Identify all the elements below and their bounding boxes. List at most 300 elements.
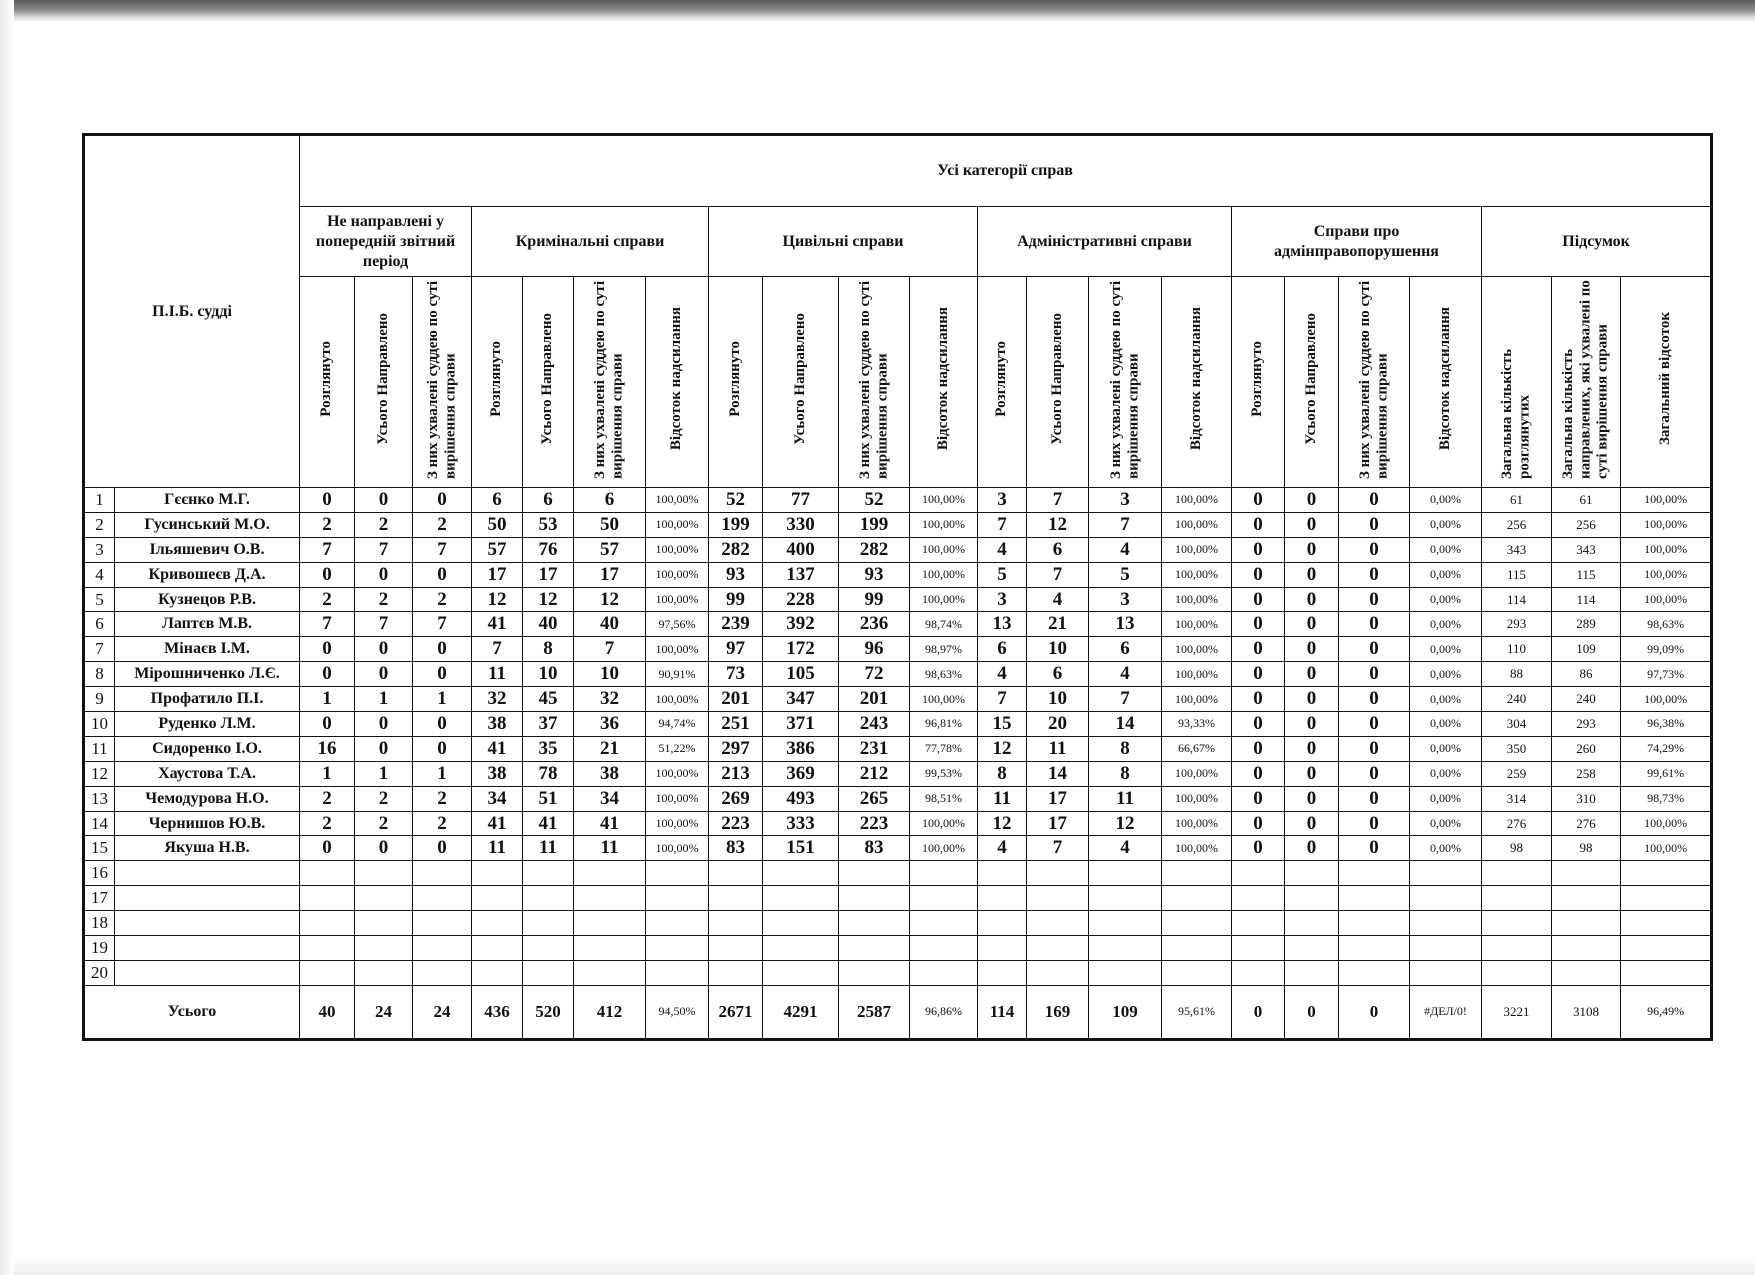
- table-cell: 0: [1285, 836, 1339, 861]
- table-cell: [1339, 911, 1410, 936]
- row-number: 3: [84, 537, 115, 562]
- table-cell: 100,00%: [646, 562, 709, 587]
- all-categories-header: Усі категорії справ: [300, 135, 1712, 207]
- table-cell: [1621, 861, 1712, 886]
- table-cell: [1232, 861, 1285, 886]
- table-cell: 77,78%: [910, 736, 978, 761]
- table-cell: 310: [1552, 786, 1621, 811]
- judge-name: Мінаєв І.М.: [115, 637, 300, 662]
- table-row: [84, 836, 1712, 861]
- table-cell: 236: [839, 612, 910, 637]
- table-cell: 0: [1285, 637, 1339, 662]
- table-cell: 41: [574, 811, 646, 836]
- table-cell: 100,00%: [1162, 761, 1232, 786]
- table-cell: 6: [978, 637, 1027, 662]
- table-row: [84, 786, 1712, 811]
- table-cell: 100,00%: [1162, 537, 1232, 562]
- table-cell: 0: [413, 712, 472, 737]
- table-cell: 12: [978, 736, 1027, 761]
- table-cell: 12: [978, 811, 1027, 836]
- table-cell: [300, 911, 355, 936]
- table-cell: [1232, 911, 1285, 936]
- table-cell: 51,22%: [646, 736, 709, 761]
- column-header-label: З них ухвалені суддею по суті вирішення справи: [856, 280, 891, 479]
- table-cell: 11: [978, 786, 1027, 811]
- table-cell: 45: [523, 687, 574, 712]
- table-cell: 94,74%: [646, 712, 709, 737]
- table-cell: [1482, 886, 1552, 911]
- table-cell: 4: [1089, 537, 1162, 562]
- table-cell: 78: [523, 761, 574, 786]
- table-cell: [709, 936, 763, 961]
- total-cell: 0: [1232, 985, 1285, 1039]
- table-cell: 2: [300, 587, 355, 612]
- table-cell: 7: [355, 612, 413, 637]
- table-cell: [763, 861, 839, 886]
- table-cell: 35: [523, 736, 574, 761]
- table-cell: 259: [1482, 761, 1552, 786]
- table-cell: 0: [300, 662, 355, 687]
- table-cell: [910, 886, 978, 911]
- column-header-label: Відсоток надсилання: [934, 307, 951, 451]
- table-cell: 239: [709, 612, 763, 637]
- table-cell: 231: [839, 736, 910, 761]
- table-cell: 0: [355, 736, 413, 761]
- table-cell: 0: [1232, 662, 1285, 687]
- table-cell: [978, 960, 1027, 985]
- table-cell: 8: [978, 761, 1027, 786]
- table-cell: [1410, 911, 1482, 936]
- table-cell: [523, 886, 574, 911]
- table-cell: 100,00%: [1162, 836, 1232, 861]
- table-cell: 0: [1232, 811, 1285, 836]
- table-cell: 369: [763, 761, 839, 786]
- table-cell: 100,00%: [1162, 687, 1232, 712]
- table-cell: 4: [1089, 662, 1162, 687]
- table-cell: 0: [1232, 488, 1285, 513]
- table-cell: [1162, 960, 1232, 985]
- table-cell: 7: [300, 537, 355, 562]
- table-cell: 41: [472, 811, 523, 836]
- table-row: [84, 712, 1712, 737]
- table-cell: [1089, 911, 1162, 936]
- table-cell: 7: [472, 637, 523, 662]
- table-cell: 0,00%: [1410, 587, 1482, 612]
- total-label: Усього: [84, 985, 300, 1039]
- table-cell: 100,00%: [1162, 488, 1232, 513]
- table-cell: [472, 911, 523, 936]
- table-cell: 0,00%: [1410, 637, 1482, 662]
- table-cell: 100,00%: [910, 512, 978, 537]
- total-cell: 520: [523, 985, 574, 1039]
- total-cell: 95,61%: [1162, 985, 1232, 1039]
- column-header-label: Розглянуто: [488, 341, 505, 417]
- table-cell: [355, 936, 413, 961]
- table-cell: 16: [300, 736, 355, 761]
- table-cell: 53: [523, 512, 574, 537]
- table-cell: [1621, 886, 1712, 911]
- table-cell: 228: [763, 587, 839, 612]
- table-cell: 2: [300, 512, 355, 537]
- table-row: [84, 662, 1712, 687]
- table-cell: 40: [523, 612, 574, 637]
- table-cell: [300, 936, 355, 961]
- table-cell: [413, 936, 472, 961]
- table-cell: 100,00%: [646, 836, 709, 861]
- table-cell: 17: [1027, 811, 1089, 836]
- judge-name: Лаптєв М.В.: [115, 612, 300, 637]
- table-cell: 10: [574, 662, 646, 687]
- table-cell: [910, 861, 978, 886]
- table-cell: [910, 960, 978, 985]
- column-header-label: Загальна кількість розглянутих: [1499, 348, 1533, 479]
- table-cell: 100,00%: [646, 761, 709, 786]
- table-cell: 0: [1285, 712, 1339, 737]
- table-cell: 83: [709, 836, 763, 861]
- column-header: [709, 277, 763, 488]
- table-cell: 333: [763, 811, 839, 836]
- group-criminal-header: Кримінальні справи: [472, 207, 709, 277]
- table-cell: 100,00%: [646, 537, 709, 562]
- table-cell: [1410, 960, 1482, 985]
- column-header-label: З них ухвалені суддею по суті вирішення справи: [1356, 280, 1391, 479]
- row-number: 15: [84, 836, 115, 861]
- judge-name: Мірошниченко Л.Є.: [115, 662, 300, 687]
- table-cell: 17: [523, 562, 574, 587]
- table-cell: 97: [709, 637, 763, 662]
- table-cell: 12: [523, 587, 574, 612]
- table-cell: 0: [1232, 562, 1285, 587]
- table-cell: [709, 861, 763, 886]
- table-cell: 7: [355, 537, 413, 562]
- table-cell: 0: [1339, 662, 1410, 687]
- column-header: [1232, 277, 1285, 488]
- table-cell: 347: [763, 687, 839, 712]
- table-cell: 97,56%: [646, 612, 709, 637]
- table-cell: 223: [709, 811, 763, 836]
- table-cell: [1482, 960, 1552, 985]
- table-cell: 260: [1552, 736, 1621, 761]
- table-cell: [978, 861, 1027, 886]
- column-header: [839, 277, 910, 488]
- table-cell: 100,00%: [1621, 687, 1712, 712]
- table-cell: 0,00%: [1410, 836, 1482, 861]
- table-cell: 100,00%: [1162, 637, 1232, 662]
- table-cell: 14: [1089, 712, 1162, 737]
- table-cell: [355, 960, 413, 985]
- table-cell: [1285, 886, 1339, 911]
- row-number: 13: [84, 786, 115, 811]
- column-header-label: Усього Направлено: [539, 313, 556, 445]
- table-cell: 100,00%: [910, 562, 978, 587]
- table-cell: 100,00%: [1162, 786, 1232, 811]
- table-cell: [646, 861, 709, 886]
- table-cell: 0,00%: [1410, 786, 1482, 811]
- table-cell: 7: [978, 512, 1027, 537]
- table-cell: [1552, 960, 1621, 985]
- table-cell: [839, 861, 910, 886]
- table-cell: [1232, 960, 1285, 985]
- table-cell: 100,00%: [1162, 512, 1232, 537]
- table-cell: 99: [709, 587, 763, 612]
- row-number: 8: [84, 662, 115, 687]
- column-header-label: Усього Направлено: [791, 313, 808, 445]
- table-cell: 265: [839, 786, 910, 811]
- table-cell: 0: [1339, 488, 1410, 513]
- column-header-label: Відсоток надсилання: [1436, 307, 1453, 451]
- table-cell: 98: [1482, 836, 1552, 861]
- table-cell: [472, 886, 523, 911]
- column-header: [646, 277, 709, 488]
- table-cell: 4: [978, 537, 1027, 562]
- total-cell: 0: [1339, 985, 1410, 1039]
- table-cell: 88: [1482, 662, 1552, 687]
- table-cell: [574, 861, 646, 886]
- table-cell: 0: [1285, 662, 1339, 687]
- table-cell: 98,51%: [910, 786, 978, 811]
- table-cell: 11: [472, 662, 523, 687]
- table-cell: [1027, 886, 1089, 911]
- table-cell: 110: [1482, 637, 1552, 662]
- column-header-label: Усього Направлено: [1302, 313, 1319, 445]
- table-cell: [413, 911, 472, 936]
- column-header: [523, 277, 574, 488]
- table-cell: 4: [978, 836, 1027, 861]
- total-cell: 4291: [763, 985, 839, 1039]
- judge-name: Гєєнко М.Г.: [115, 488, 300, 513]
- row-number: 14: [84, 811, 115, 836]
- scan-paper-edge: [14, 1258, 1755, 1275]
- table-cell: 371: [763, 712, 839, 737]
- table-cell: 0: [1232, 687, 1285, 712]
- table-cell: [413, 960, 472, 985]
- table-cell: 0: [1285, 811, 1339, 836]
- table-cell: 17: [1027, 786, 1089, 811]
- judge-name: [115, 886, 300, 911]
- table-cell: [355, 861, 413, 886]
- table-cell: [1285, 960, 1339, 985]
- table-cell: 3: [1089, 587, 1162, 612]
- table-cell: [1339, 861, 1410, 886]
- table-cell: [1552, 861, 1621, 886]
- column-header: [300, 277, 355, 488]
- table-cell: [300, 886, 355, 911]
- table-cell: 0,00%: [1410, 662, 1482, 687]
- table-row: [84, 537, 1712, 562]
- table-cell: 17: [472, 562, 523, 587]
- table-cell: 7: [1027, 836, 1089, 861]
- table-cell: 0: [1339, 587, 1410, 612]
- table-cell: 1: [413, 761, 472, 786]
- table-cell: 12: [472, 587, 523, 612]
- table-cell: 100,00%: [1162, 562, 1232, 587]
- row-number: 10: [84, 712, 115, 737]
- table-cell: 6: [1089, 637, 1162, 662]
- table-cell: 100,00%: [1621, 537, 1712, 562]
- column-header: [1410, 277, 1482, 488]
- table-cell: 0: [1339, 712, 1410, 737]
- table-cell: 99,53%: [910, 761, 978, 786]
- table-cell: 330: [763, 512, 839, 537]
- column-header-label: З них ухвалені суддею по суті вирішення справи: [424, 280, 459, 479]
- table-cell: 0: [1339, 687, 1410, 712]
- table-cell: [839, 886, 910, 911]
- table-cell: 7: [413, 537, 472, 562]
- table-cell: 100,00%: [646, 687, 709, 712]
- table-cell: 34: [574, 786, 646, 811]
- table-cell: 40: [574, 612, 646, 637]
- table-cell: 5: [978, 562, 1027, 587]
- table-cell: 0: [1339, 836, 1410, 861]
- table-cell: 2: [413, 587, 472, 612]
- table-cell: 0: [300, 637, 355, 662]
- table-cell: 2: [413, 512, 472, 537]
- table-cell: 0: [355, 712, 413, 737]
- table-cell: 0,00%: [1410, 488, 1482, 513]
- table-cell: 52: [839, 488, 910, 513]
- judge-name: Ільяшевич О.В.: [115, 537, 300, 562]
- table-cell: 269: [709, 786, 763, 811]
- table-cell: [1410, 861, 1482, 886]
- table-cell: 0: [413, 662, 472, 687]
- table-cell: 7: [300, 612, 355, 637]
- table-cell: 282: [709, 537, 763, 562]
- table-cell: 4: [1089, 836, 1162, 861]
- table-cell: [1162, 936, 1232, 961]
- table-cell: 0: [1339, 562, 1410, 587]
- table-cell: 100,00%: [1162, 811, 1232, 836]
- table-cell: 100,00%: [1621, 836, 1712, 861]
- table-cell: 7: [978, 687, 1027, 712]
- table-row: [84, 811, 1712, 836]
- table-cell: 100,00%: [910, 488, 978, 513]
- table-cell: [1027, 911, 1089, 936]
- table-cell: 0: [1285, 736, 1339, 761]
- column-header: [472, 277, 523, 488]
- column-header-label: Загальна кількість направлених, які ухвалені по суті вирішення справи: [1560, 280, 1611, 479]
- table-cell: 0: [1339, 761, 1410, 786]
- group-not-sent-previous-header: Не направлені у попередній звітний період: [300, 207, 472, 277]
- table-cell: [1027, 861, 1089, 886]
- table-cell: 0: [1285, 488, 1339, 513]
- table-cell: 0,00%: [1410, 712, 1482, 737]
- table-cell: 137: [763, 562, 839, 587]
- table-cell: 0: [300, 836, 355, 861]
- column-header: [763, 277, 839, 488]
- table-cell: 293: [1482, 612, 1552, 637]
- table-cell: 0: [1285, 512, 1339, 537]
- table-cell: 8: [1089, 761, 1162, 786]
- table-cell: 32: [472, 687, 523, 712]
- column-header: [978, 277, 1027, 488]
- table-cell: [1339, 936, 1410, 961]
- table-cell: [300, 861, 355, 886]
- table-cell: 0: [1232, 637, 1285, 662]
- table-cell: 17: [574, 562, 646, 587]
- table-cell: [413, 886, 472, 911]
- table-cell: 212: [839, 761, 910, 786]
- table-row: [84, 736, 1712, 761]
- table-cell: 0: [413, 836, 472, 861]
- table-cell: 96: [839, 637, 910, 662]
- table-cell: 2: [413, 811, 472, 836]
- table-cell: 3: [978, 488, 1027, 513]
- judge-name: Чернишов Ю.В.: [115, 811, 300, 836]
- table-cell: 36: [574, 712, 646, 737]
- table-cell: 0: [1285, 786, 1339, 811]
- table-cell: [1162, 911, 1232, 936]
- table-cell: 74,29%: [1621, 736, 1712, 761]
- table-cell: [1285, 861, 1339, 886]
- table-cell: 0: [1285, 587, 1339, 612]
- table-cell: 297: [709, 736, 763, 761]
- table-cell: 7: [413, 612, 472, 637]
- table-row: [84, 562, 1712, 587]
- table-cell: [763, 960, 839, 985]
- table-cell: 100,00%: [1621, 587, 1712, 612]
- table-cell: 0: [1232, 712, 1285, 737]
- table-cell: 0: [300, 562, 355, 587]
- table-cell: 1: [355, 687, 413, 712]
- table-cell: 2: [300, 786, 355, 811]
- table-cell: 73: [709, 662, 763, 687]
- column-header: [413, 277, 472, 488]
- table-cell: 276: [1552, 811, 1621, 836]
- table-cell: 199: [839, 512, 910, 537]
- column-header-label: Розглянуто: [1249, 341, 1266, 417]
- table-cell: 100,00%: [646, 488, 709, 513]
- scan-shadow-top: [0, 0, 1755, 22]
- column-header: [1482, 277, 1552, 488]
- row-number: 7: [84, 637, 115, 662]
- row-number: 6: [84, 612, 115, 637]
- table-cell: 15: [978, 712, 1027, 737]
- table-cell: 0: [1285, 562, 1339, 587]
- table-row: [84, 960, 1712, 985]
- table-cell: [978, 936, 1027, 961]
- table-cell: 99: [839, 587, 910, 612]
- table-cell: [709, 911, 763, 936]
- table-cell: 21: [574, 736, 646, 761]
- table-cell: [1621, 960, 1712, 985]
- table-cell: [1232, 886, 1285, 911]
- table-cell: [413, 861, 472, 886]
- table-cell: 4: [1027, 587, 1089, 612]
- table-cell: 201: [839, 687, 910, 712]
- table-cell: 0: [1232, 736, 1285, 761]
- total-cell: 2671: [709, 985, 763, 1039]
- table-cell: [1232, 936, 1285, 961]
- table-cell: 2: [355, 811, 413, 836]
- total-cell: 0: [1285, 985, 1339, 1039]
- column-header-label: Усього Направлено: [374, 313, 391, 445]
- table-cell: 12: [1089, 811, 1162, 836]
- table-cell: 100,00%: [910, 811, 978, 836]
- table-cell: [646, 911, 709, 936]
- table-cell: 0: [1339, 811, 1410, 836]
- table-cell: 3: [1089, 488, 1162, 513]
- column-header-label: Загальний відсоток: [1656, 312, 1673, 446]
- total-cell: 96,86%: [910, 985, 978, 1039]
- table-cell: 7: [574, 637, 646, 662]
- column-header: [1621, 277, 1712, 488]
- table-cell: 172: [763, 637, 839, 662]
- table-cell: 96,38%: [1621, 712, 1712, 737]
- table-cell: 0: [1285, 537, 1339, 562]
- table-cell: 115: [1482, 562, 1552, 587]
- table-row: [84, 512, 1712, 537]
- table-cell: 199: [709, 512, 763, 537]
